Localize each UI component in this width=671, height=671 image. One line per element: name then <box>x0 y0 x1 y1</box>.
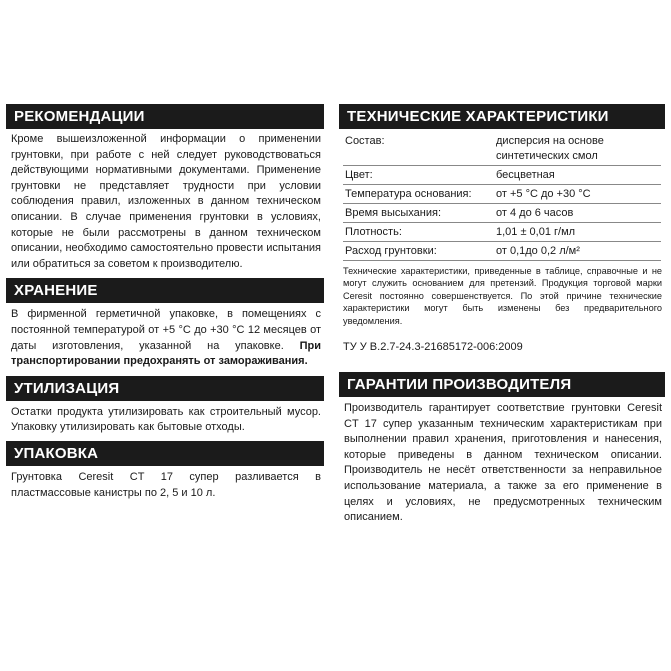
spec-label: Состав: <box>345 135 385 147</box>
storage-header: ХРАНЕНИЕ <box>6 278 324 303</box>
spec-label: Температура основания: <box>345 188 472 200</box>
spec-value: от 0,1до 0,2 л/м² <box>496 245 580 257</box>
spec-row-base-temperature <box>343 185 661 204</box>
spec-row-consumption <box>343 242 661 261</box>
packaging-text: Грунтовка Ceresit CT 17 супер разливается в пластмассовые канистры по 2, 5 и 10 л. <box>11 470 321 499</box>
spec-label: Расход грунтовки: <box>345 245 437 257</box>
storage-text <box>6 303 324 369</box>
tech-note: Технические характеристики, приведенные в таблице, справочные и не могут служить основанием для претензий. Продукция торговой марки Ceresit постоянно совершенствуется. По этой причине технические характеристики могут быть изменены без предварительного уведомления. <box>343 266 662 326</box>
recommendations-header: РЕКОМЕНДАЦИИ <box>6 104 324 129</box>
recommendations-text: Кроме вышеизложенной информации о применении грунтовки, при работе с ней следует руководствоваться действующими нормативными документами. Применение грунтовки не представляет трудности при условии соблюдения правил, изложенных в данном техническом описании. В случае применения грунтовки в условиях, которые не были рассмотрены в данном техническом описании, необходимо самостоятельно провести испытания или обратиться за советом к производителю. <box>11 133 321 270</box>
spec-row-composition <box>343 132 661 166</box>
spec-row-color <box>343 166 661 185</box>
spec-row-drying-time <box>343 204 661 223</box>
spec-row-density <box>343 223 661 242</box>
packaging-header: УПАКОВКА <box>6 441 324 466</box>
disposal-header: УТИЛИЗАЦИЯ <box>6 376 324 401</box>
spec-value: от +5 °С до +30 °С <box>496 188 591 200</box>
disposal-text: Остатки продукта утилизировать как строительный мусор. Упаковку утилизировать как бытовые отходы. <box>11 405 321 434</box>
storage-text-bold: При транспортировании предохранять от замораживания. <box>11 339 321 368</box>
spec-value: 1,01 ± 0,01 г/мл <box>496 226 576 238</box>
warranty-header: ГАРАНТИИ ПРОИЗВОДИТЕЛЯ <box>339 372 665 397</box>
spec-label: Время высыхания: <box>345 207 442 219</box>
warranty-text: Производитель гарантирует соответствие грунтовки Ceresit CT 17 супер указанным техническим характеристикам при выполнении правил хранения, приготовления и нанесения, которые приведены в данном техническом описании. Производитель не несёт ответственности за неправильное использование материала, а также за его применение в целях и условиях, не предусмотренных техническим описанием. <box>344 402 662 524</box>
spec-label: Плотность: <box>345 226 402 238</box>
spec-label: Цвет: <box>345 169 373 181</box>
spec-value: дисперсия на основе синтетических смол <box>496 135 604 162</box>
tech-header: ТЕХНИЧЕСКИЕ ХАРАКТЕРИСТИКИ <box>339 104 665 129</box>
spec-value: бесцветная <box>496 169 555 181</box>
spec-value: от 4 до 6 часов <box>496 207 574 219</box>
tu-standard: ТУ У В.2.7-24.3-21685172-006:2009 <box>343 341 523 354</box>
left-column <box>6 104 324 501</box>
storage-text-normal: В фирменной герметичной упаковке, в помещениях с постоянной температурой от +5 °С до +30 °С 12 месяцев от даты изготовления, указанной на упаковке. <box>11 308 321 352</box>
tech-specs-table <box>343 129 661 261</box>
right-column <box>339 104 665 526</box>
